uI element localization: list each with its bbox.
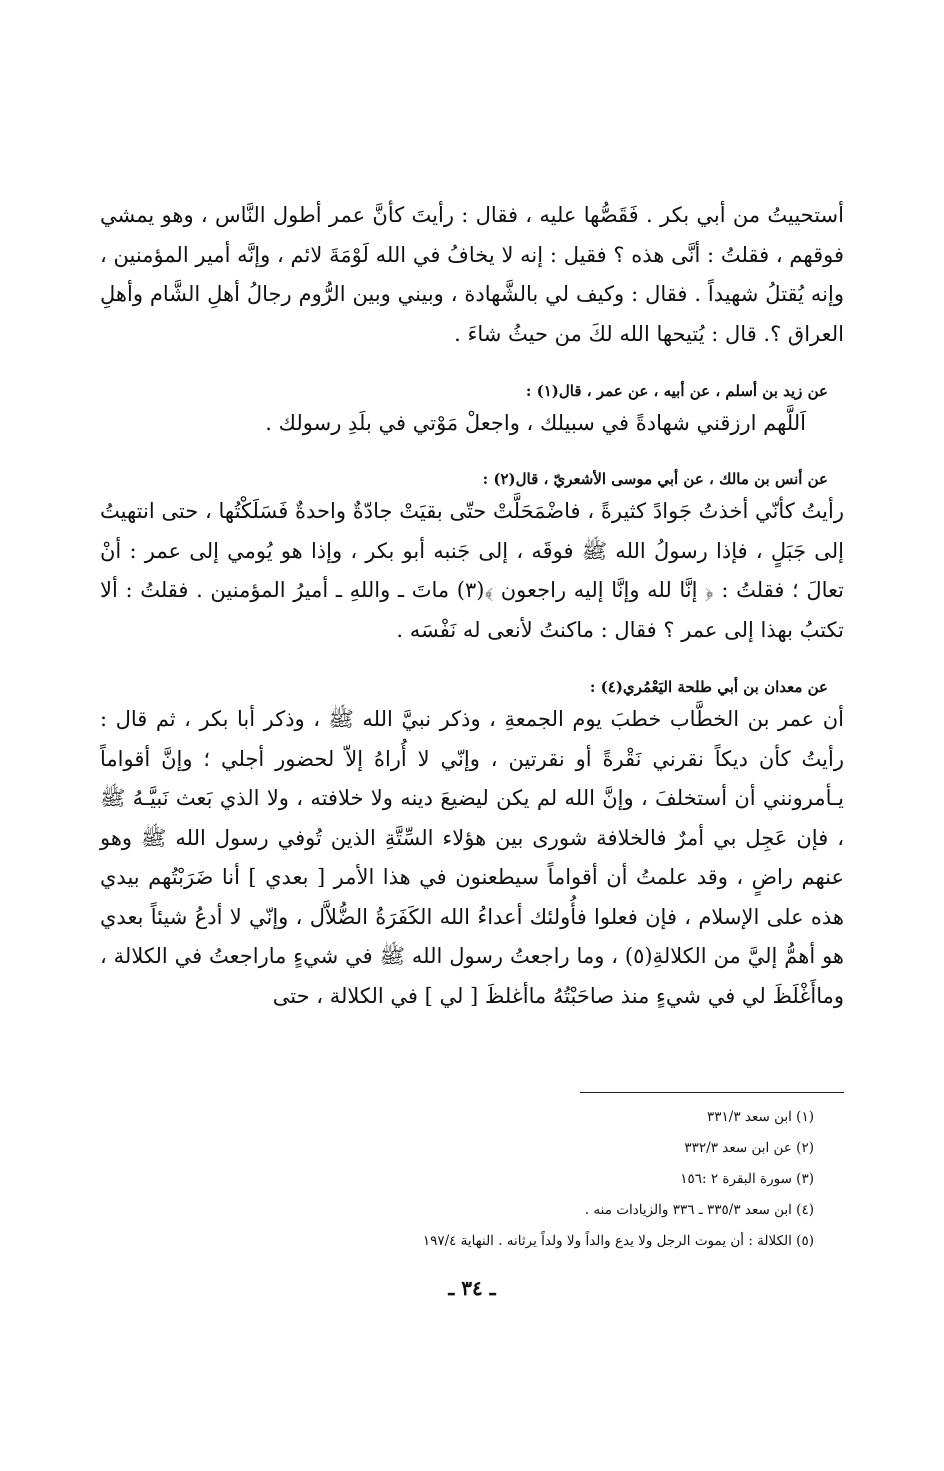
footnote-4: (٤) ابن سعد ٣٣٥/٣ ـ ٣٣٦ والزيادات منه . [584,1202,814,1218]
paragraph-abu-musa-dream: رأيتُ كأنّي أخذتُ جَوادً كثيرةً ، فاضْمَحَلَّتْ حتّى بقيَتْ جادّةٌ واحدةٌ فَسَلَكْتُها ، حتى انتهيتُ إلى جَبَلٍ ، فإذا رسولُ الله ﷺ فوقَه ، إلى جَنبه أبو بكر ، وإذا هو يُومي إلى عمر : أنْ تعالَ ؛ فقلتُ : ﴿ إنَّا لله وإنَّا إليه راجعون ﴾(٣) ماتَ ـ واللهِ ـ أميرُ المؤمنين . فقلتُ : ألا تكتبُ بهذا إلى عمر ؟ فقال : ماكنتُ لأنعى له نَفْسَه . [100,499,844,642]
paragraph-umar-sermon: أن عمر بن الخطَّاب خطبَ يوم الجمعةِ ، وذكر نبيَّ الله ﷺ ، وذكر أبا بكر ، ثم قال : رأيتُ كأن ديكاً نقرني نَقْرةً أو نقرتين ، وإنّي لا أُراهُ إلاّ لحضور أجلي ؛ وإنَّ أقواماً يـأمرونني أن أستخلفَ ، وإنَّ الله لم يكن ليضيعَ دينه ولا خلافته ، ولا الذي بَعث نَبيَّـهُ ﷺ ، فإن عَجِل بي أمرٌ فالخلافة شورى بين هؤلاء السِّتَّةِ الذين تُوفي رسول الله ﷺ وهو عنهم راضٍ ، وقد علمتُ أن أقواماً سيطعنون في هذا الأمر [ بعدي ] أنا ضَرَبْتُهم بيدي هذه على الإسلام ، فإن فعلوا فأُولئك أعداءُ الله الكَفَرَةُ الضُّلاَّل ، وإنّي لا أدعُ شيئاً بعدي هو أهمُّ إليَّ من الكلالةِ(٥) ، وما راجعتُ رسول الله ﷺ في شيءٍ ماراجعتُ في الكلالة ، وماأَغْلَظَ لي في شيءٍ منذ صاحَبْتُهُ ماأغلظَ [ لي ] في الكلالة ، حتى [100,707,844,1008]
footnote-3: (٣) سورة البقرة ٢ :١٥٦ [680,1171,814,1187]
narration-header-anas: عن أنس بن مالك ، عن أبي موسى الأشعريّ ، قال(٢) : [482,470,828,488]
narration-header-madan: عن معدان بن أبي طلحة اليَعْمُري(٤) : [589,678,828,696]
narration-header-zayd: عن زيد بن أسلم ، عن أبيه ، عن عمر ، قال(١) : [525,382,828,400]
page-number: ـ ٣٤ ـ [448,1276,496,1300]
page-body [100,196,844,1016]
footnote-2: (٢) عن ابن سعد ٣٣٢/٣ [684,1140,814,1156]
supplication-text: اَللَّهم ارزقني شهادةً في سبيلك ، واجعلْ مَوْتي في بلَدِ رسولك . [265,411,806,435]
footnote-5: (٥) الكلالة : أن يموت الرجل ولا يدع والداً ولا ولداً يرثانه . النهاية ١٩٧/٤ [422,1233,814,1249]
footnote-1: (١) ابن سعد ٣٣١/٣ [707,1109,814,1125]
paragraph-dream-of-umar: أستحييتُ من أبي بكر . فَقَصُّها عليه ، فقال : رأيتَ كأنَّ عمر أطول النَّاس ، وهو يمشي فوقهم ، فقلتُ : أنَّى هذه ؟ فقيل : إنه لا يخافُ في الله لَوْمَةَ لائم ، وإنَّه أمير المؤمنين ، وإنه يُقتلُ شهيداً . فقال : وكيف لي بالشَّهادة ، وبيني وبين الرُّوم رجالُ أهلِ الشَّام وأهلِ العراق ؟. قال : يُتيحها الله لكَ من حيثُ شاءَ . [100,203,844,346]
footnote-divider [580,1092,844,1093]
footnotes [100,1102,814,1257]
